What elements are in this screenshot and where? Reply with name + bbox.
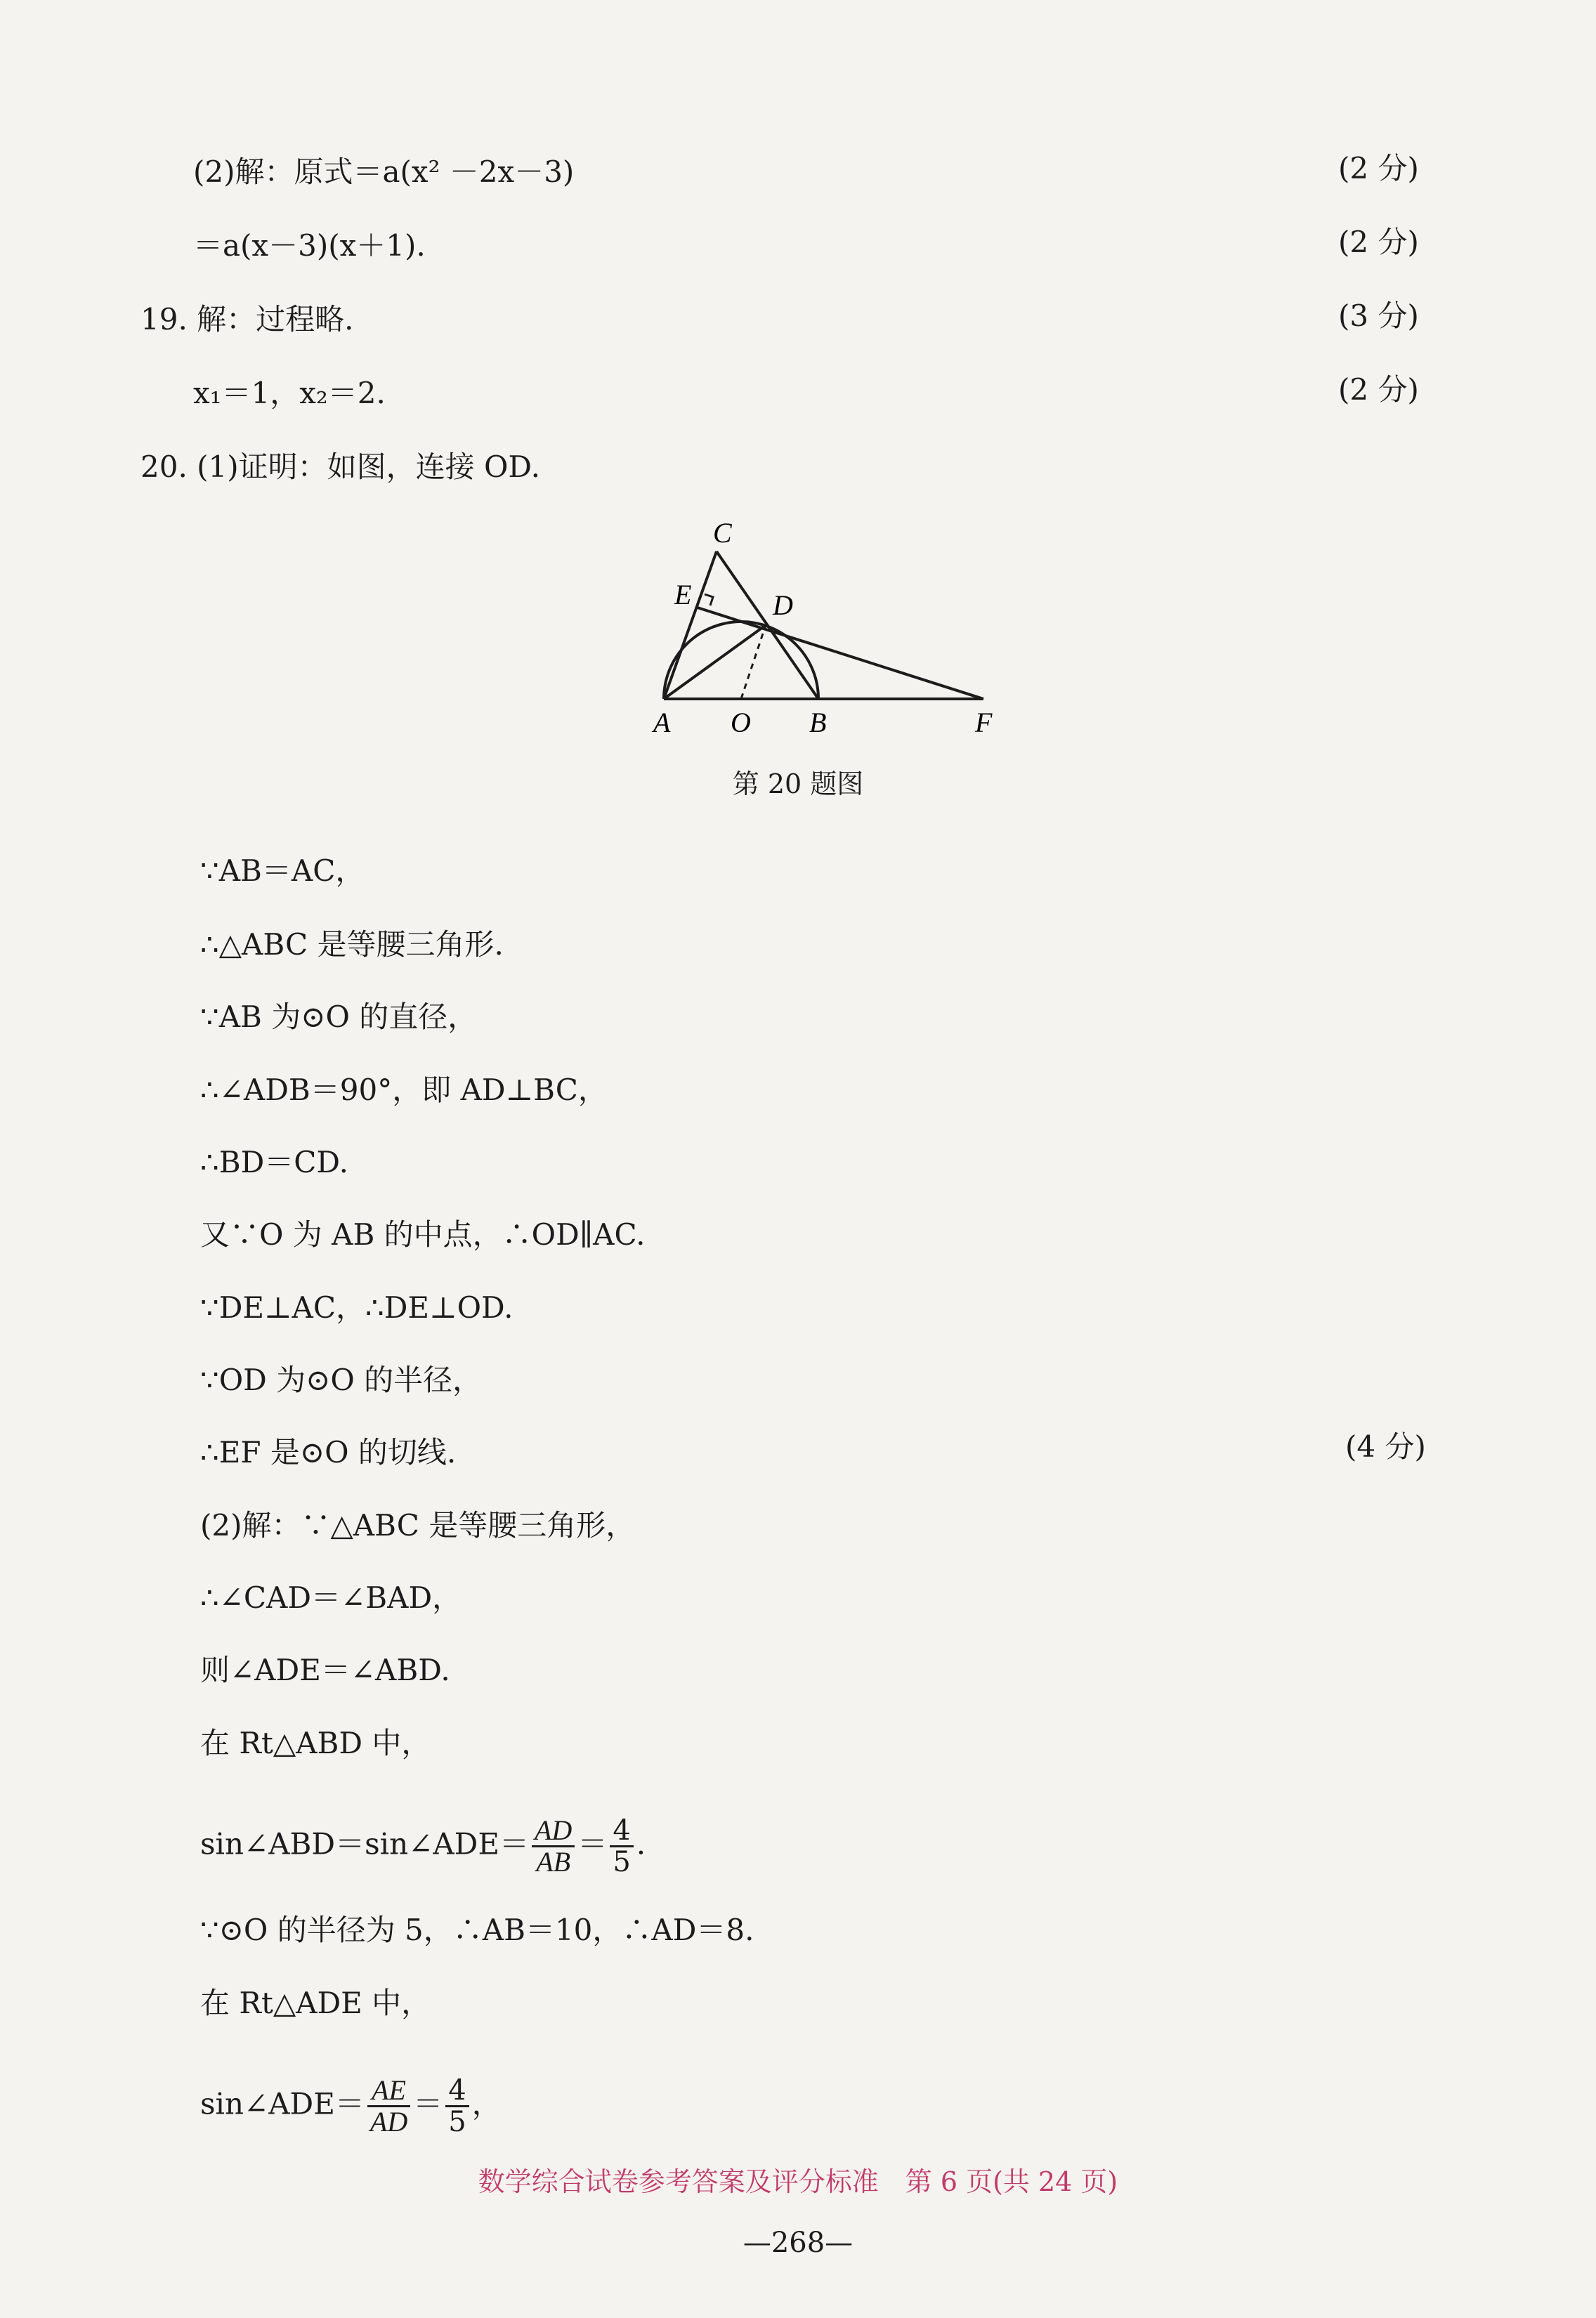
- answer-line: ∵AB＝AC，: [200, 853, 365, 888]
- fraction: [367, 2076, 410, 2137]
- score: (2 分): [1338, 151, 1419, 185]
- equals: ＝: [577, 1826, 608, 1861]
- answer-line: 20. (1)证明：如图，连接 OD.: [140, 450, 540, 484]
- answer-line: (2)解：∵△ABC 是等腰三角形，: [200, 1508, 636, 1543]
- answer-line: 在 Rt△ABD 中，: [200, 1726, 431, 1760]
- figure-caption: 第 20 题图: [732, 768, 864, 799]
- period: .: [636, 1826, 646, 1861]
- answer-line: 在 Rt△ADE 中，: [200, 1986, 431, 2020]
- label-c: C: [713, 517, 732, 549]
- fraction: [445, 2076, 469, 2137]
- label-o: O: [731, 707, 751, 738]
- page-footer: 数学综合试卷参考答案及评分标准 第 6 页(共 24 页): [478, 2166, 1118, 2197]
- right-angle-mark: [705, 594, 713, 605]
- answer-line: ∵OD 为⊙O 的半径，: [200, 1363, 483, 1397]
- denominator: AD: [369, 2106, 408, 2137]
- answer-line: ∵DE⊥AC，∴DE⊥OD.: [200, 1290, 514, 1325]
- formula-prefix: sin∠ABD＝sin∠ADE＝: [200, 1826, 529, 1861]
- score: (4 分): [1345, 1429, 1426, 1464]
- answer-line: ＝a(x－3)(x＋1).: [193, 228, 426, 263]
- numerator: AD: [532, 1816, 575, 1847]
- answer-line: ∴∠ADB＝90°，即 AD⊥BC，: [200, 1073, 608, 1107]
- numerator: AE: [367, 2076, 410, 2107]
- answer-line: [200, 2076, 502, 2137]
- score: (2 分): [1338, 225, 1419, 259]
- answer-line: ∵AB 为⊙O 的直径，: [200, 1000, 478, 1034]
- numerator: 4: [610, 1816, 633, 1847]
- label-e: E: [674, 579, 692, 610]
- equals: ＝: [413, 2086, 443, 2121]
- denominator: AB: [536, 1846, 571, 1878]
- answer-line: x₁＝1，x₂＝2.: [193, 376, 386, 410]
- fraction: [610, 1816, 633, 1877]
- denominator: 5: [448, 2106, 466, 2138]
- answer-line: 19. 解：过程略.: [140, 302, 354, 336]
- score: (3 分): [1338, 299, 1419, 333]
- geometry-figure: [632, 513, 1012, 745]
- comma: ，: [471, 2086, 502, 2121]
- page-number: —268—: [743, 2227, 853, 2259]
- answer-line: ∴BD＝CD.: [200, 1145, 348, 1179]
- line-od: [741, 625, 766, 699]
- denominator: 5: [613, 1846, 631, 1878]
- answer-line: ∵⊙O 的半径为 5，∴AB＝10，∴AD＝8.: [200, 1913, 754, 1947]
- label-d: D: [773, 589, 793, 621]
- answer-line: 则∠ADE＝∠ABD.: [200, 1653, 450, 1687]
- fraction: [532, 1816, 575, 1877]
- label-b: B: [809, 707, 827, 738]
- score: (2 分): [1338, 372, 1419, 407]
- label-f: F: [975, 707, 993, 738]
- label-a: A: [653, 707, 671, 738]
- line-ad: [664, 625, 766, 699]
- answer-line: [200, 1816, 646, 1877]
- line-ac: [664, 551, 717, 699]
- answer-line: ∴EF 是⊙O 的切线.: [200, 1435, 457, 1469]
- answer-line: ∴∠CAD＝∠BAD，: [200, 1580, 462, 1615]
- answer-line: 又∵O 为 AB 的中点，∴OD∥AC.: [200, 1217, 646, 1252]
- numerator: 4: [445, 2076, 469, 2107]
- answer-line: ∴△ABC 是等腰三角形.: [200, 927, 504, 962]
- formula-prefix: sin∠ADE＝: [200, 2086, 365, 2121]
- answer-line: (2)解：原式＝a(x² －2x－3): [193, 155, 575, 189]
